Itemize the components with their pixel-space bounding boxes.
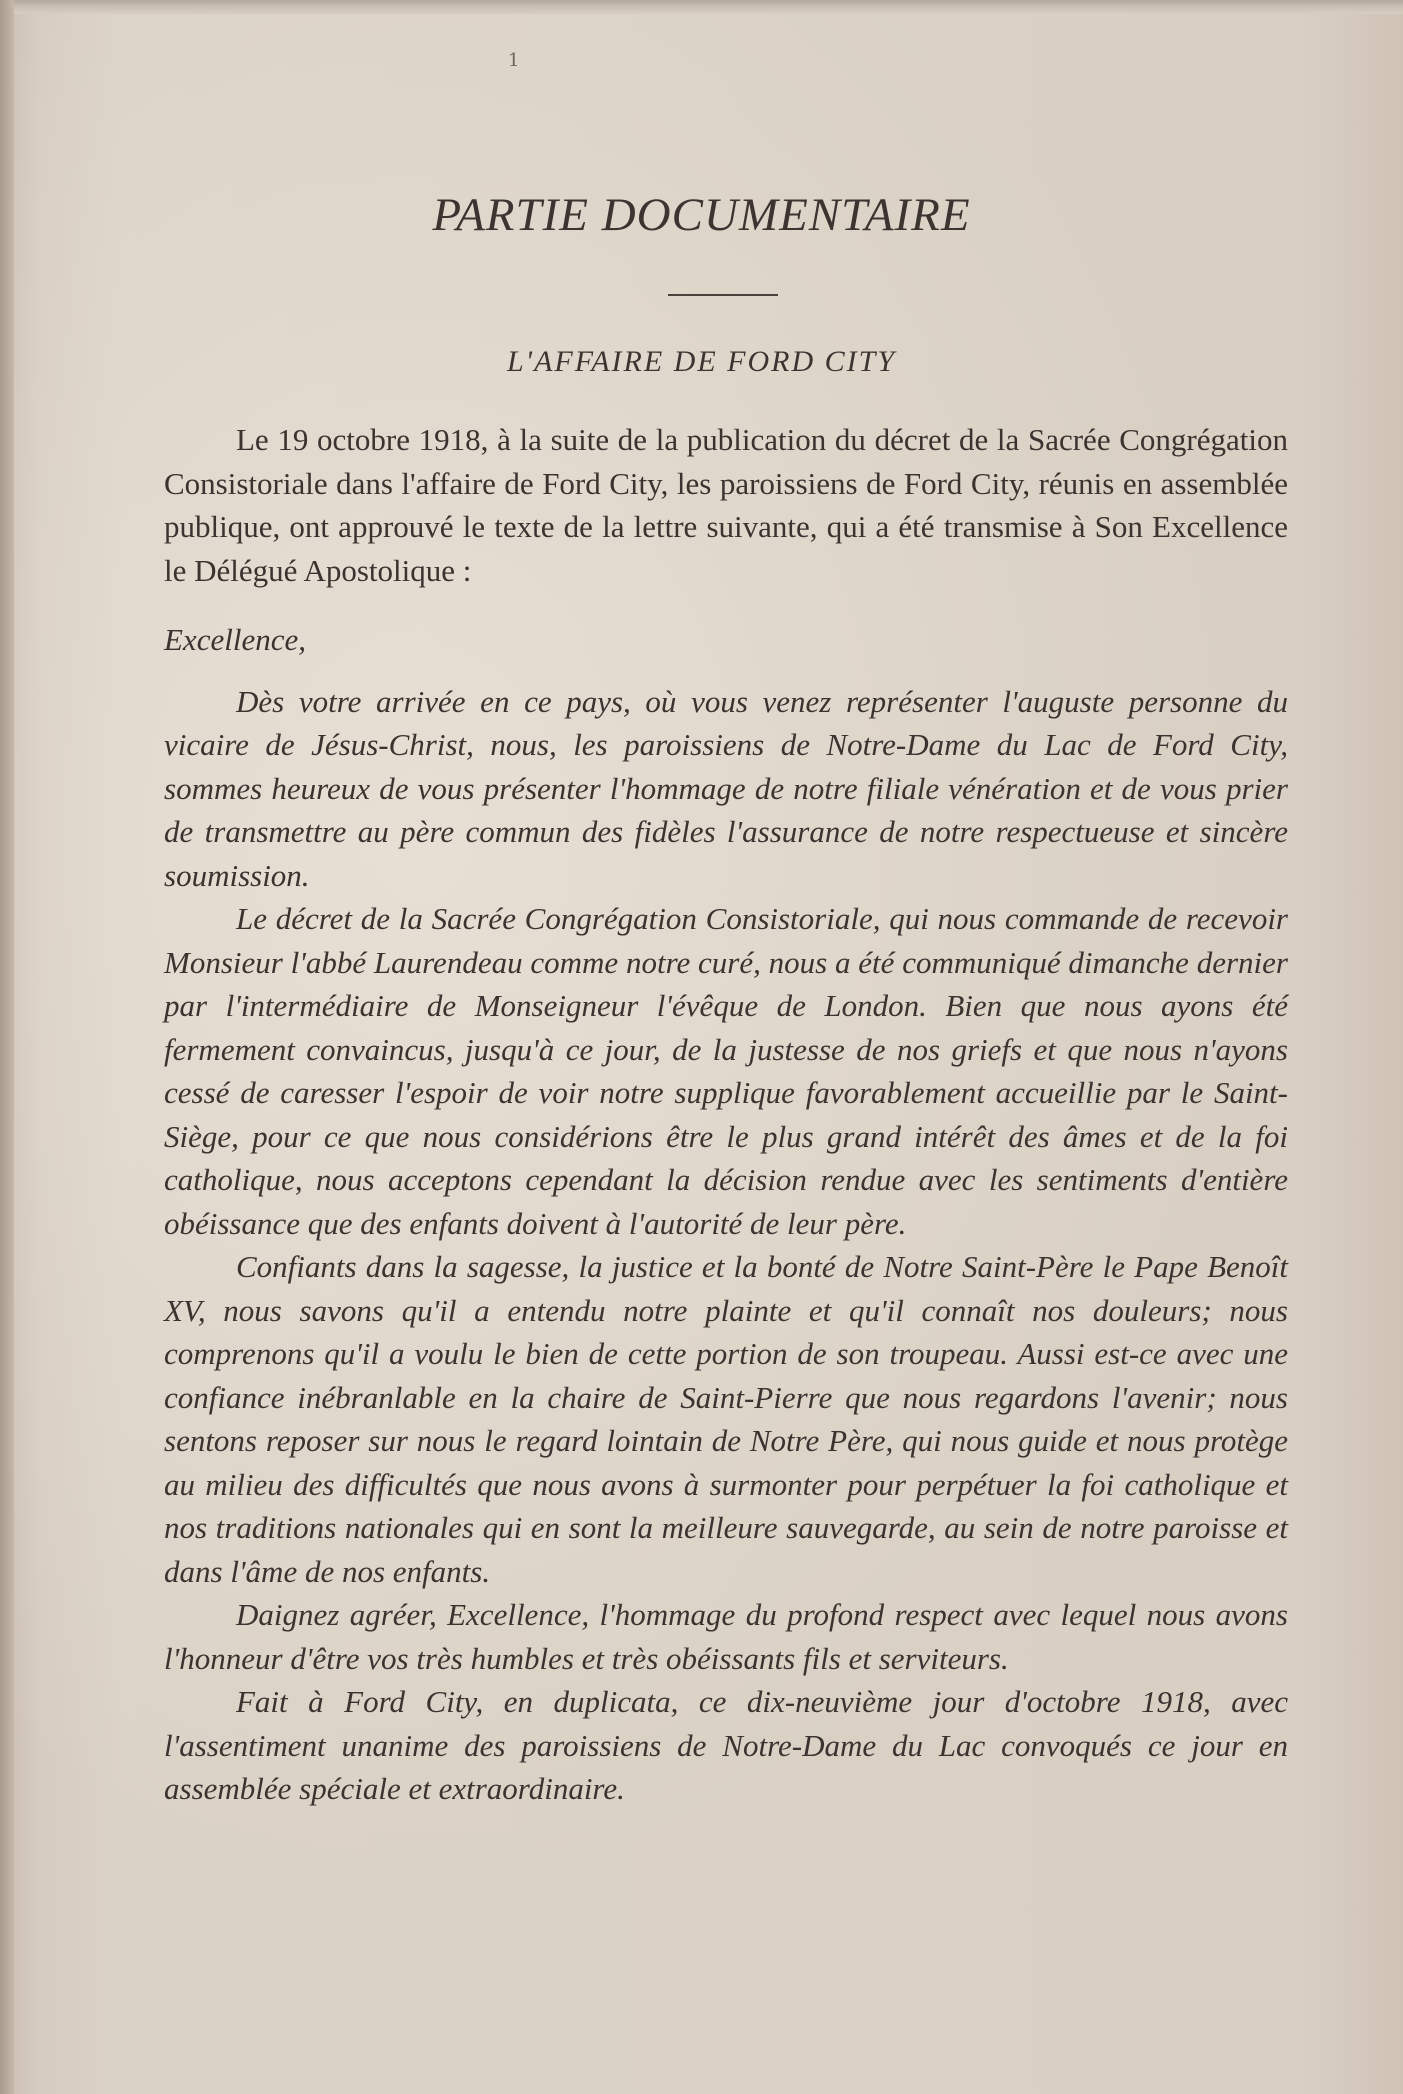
letter-paragraph: Confiants dans la sagesse, la justice et la bonté de Notre Saint-Père le Pape Benoît XV, nous savons qu'il a entendu notre plainte et qu'il connaît nos douleurs; nous comprenons qu'il a voulu le bien de cette portion de son troupeau. Aussi est-ce avec une confiance inébranlable en la chaire de Saint-Pierre que nous regardons l'avenir; nous sentons reposer sur nous le regard lointain de Notre Père, qui nous guide et nous protège au milieu des difficultés que nous avons à surmonter pour perpétuer la foi catholique et nos traditions nationales qui en sont la meilleure sauvegarde, au sein de notre paroisse et dans l'âme de nos enfants. [164, 1249, 1288, 1589]
letter-paragraph: Fait à Ford City, en duplicata, ce dix-neuvième jour d'octobre 1918, avec l'assentiment unanime des paroissiens de Notre-Dame du Lac convoqués ce jour en assemblée spéciale et extraordinaire. [164, 1684, 1288, 1806]
letter-paragraph: Daignez agréer, Excellence, l'hommage du profond respect avec lequel nous avons l'honneur d'être vos très humbles et très obéissants fils et serviteurs. [164, 1597, 1288, 1676]
section-subtitle: L'AFFAIRE DE FORD CITY [506, 345, 896, 378]
page-top-edge [0, 0, 1403, 14]
article-body [164, 418, 1288, 1811]
title-rule [668, 294, 778, 296]
intro-paragraph: Le 19 octobre 1918, à la suite de la publication du décret de la Sacrée Congrégation Consistoriale dans l'affaire de Ford City, les paroissiens de Ford City, réunis en assemblée publique, ont approuvé le texte de la lettre suivante, qui a été transmise à Son Excellence le Délégué Apostolique : [164, 422, 1288, 588]
page-title: PARTIE DOCUMENTAIRE [432, 189, 971, 241]
letter-paragraph: Dès votre arrivée en ce pays, où vous venez représenter l'auguste personne du vicaire de Jésus-Christ, nous, les paroissiens de Notre-Dame du Lac de Ford City, sommes heureux de vous présenter l'hommage de notre filiale vénération et de vous prier de transmettre au père commun des fidèles l'assurance de notre respectueuse et sincère soumission. [164, 683, 1288, 893]
page-binding-edge [0, 0, 14, 2094]
page-folio: 1 [508, 50, 520, 71]
letter-salutation: Excellence, [164, 622, 306, 657]
letter-paragraph: Le décret de la Sacrée Congrégation Consistoriale, qui nous commande de recevoir Monsieur l'abbé Laurendeau comme notre curé, nous a été communiqué dimanche dernier par l'intermédiaire de Monseigneur l'évêque de London. Bien que nous ayons été fermement convaincus, jusqu'à ce jour, de la justesse de nos griefs et que nous n'ayons cessé de caresser l'espoir de voir notre supplique favorablement accueillie par le Saint-Siège, pour ce que nous considérions être le plus grand intérêt des âmes et de la foi catholique, nous acceptons cependant la décision rendue avec les sentiments d'entière obéissance que des enfants doivent à l'autorité de leur père. [164, 901, 1288, 1241]
letter-body [164, 680, 1288, 1811]
